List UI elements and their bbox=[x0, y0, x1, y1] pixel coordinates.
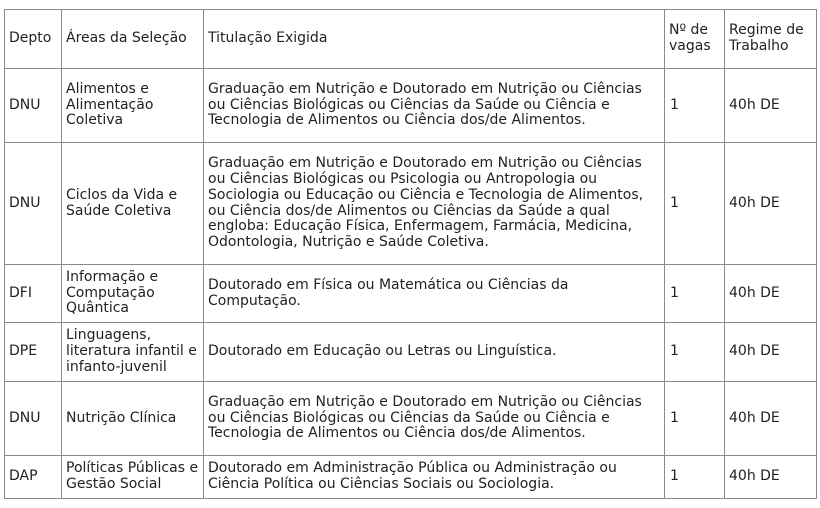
cell-titulacao: Graduação em Nutrição e Doutorado em Nutrição ou Ciências ou Ciências Biológicas ou Ciências da Saúde ou Ciência e Tecnologia de Alimentos ou Ciência dos/de Alimentos. bbox=[204, 382, 665, 456]
cell-area: Linguagens, literatura infantil e infanto-juvenil bbox=[62, 323, 204, 382]
cell-vagas: 1 bbox=[665, 143, 725, 265]
header-areas: Áreas da Seleção bbox=[62, 10, 204, 69]
cell-depto: DPE bbox=[5, 323, 62, 382]
cell-area: Políticas Públicas e Gestão Social bbox=[62, 456, 204, 499]
cell-titulacao: Doutorado em Educação ou Letras ou Linguística. bbox=[204, 323, 665, 382]
header-vagas: Nº de vagas bbox=[665, 10, 725, 69]
cell-vagas: 1 bbox=[665, 382, 725, 456]
cell-titulacao: Graduação em Nutrição e Doutorado em Nutrição ou Ciências ou Ciências Biológicas ou Psicologia ou Antropologia ou Sociologia ou Educação ou Ciência e Tecnologia de Alimentos, ou Ciência dos/de Alimentos ou Ciências da Saúde a qual engloba: Educação Física, Enfermagem, Farmácia, Medicina, Odontologia, Nutrição e Saúde Coletiva. bbox=[204, 143, 665, 265]
cell-vagas: 1 bbox=[665, 265, 725, 323]
table-row bbox=[5, 323, 817, 382]
cell-vagas: 1 bbox=[665, 323, 725, 382]
table-row bbox=[5, 69, 817, 143]
cell-regime: 40h DE bbox=[725, 265, 817, 323]
header-row bbox=[5, 10, 817, 69]
table-row bbox=[5, 143, 817, 265]
cell-depto: DNU bbox=[5, 382, 62, 456]
cell-regime: 40h DE bbox=[725, 456, 817, 499]
cell-area: Alimentos e Alimentação Coletiva bbox=[62, 69, 204, 143]
cell-depto: DNU bbox=[5, 143, 62, 265]
cell-regime: 40h DE bbox=[725, 69, 817, 143]
table-row bbox=[5, 265, 817, 323]
cell-titulacao: Doutorado em Administração Pública ou Administração ou Ciência Política ou Ciências Sociais ou Sociologia. bbox=[204, 456, 665, 499]
cell-depto: DAP bbox=[5, 456, 62, 499]
cell-vagas: 1 bbox=[665, 69, 725, 143]
cell-depto: DFI bbox=[5, 265, 62, 323]
cell-regime: 40h DE bbox=[725, 382, 817, 456]
cell-area: Ciclos da Vida e Saúde Coletiva bbox=[62, 143, 204, 265]
header-depto: Depto bbox=[5, 10, 62, 69]
cell-titulacao: Graduação em Nutrição e Doutorado em Nutrição ou Ciências ou Ciências Biológicas ou Ciências da Saúde ou Ciência e Tecnologia de Alimentos ou Ciência dos/de Alimentos. bbox=[204, 69, 665, 143]
header-regime: Regime de Trabalho bbox=[725, 10, 817, 69]
selection-areas-table bbox=[4, 9, 817, 499]
cell-area: Nutrição Clínica bbox=[62, 382, 204, 456]
cell-depto: DNU bbox=[5, 69, 62, 143]
cell-area: Informação e Computação Quântica bbox=[62, 265, 204, 323]
table-row bbox=[5, 456, 817, 499]
cell-regime: 40h DE bbox=[725, 143, 817, 265]
cell-titulacao: Doutorado em Física ou Matemática ou Ciências da Computação. bbox=[204, 265, 665, 323]
table-row bbox=[5, 382, 817, 456]
table-container bbox=[4, 9, 817, 499]
header-titulacao: Titulação Exigida bbox=[204, 10, 665, 69]
cell-regime: 40h DE bbox=[725, 323, 817, 382]
cell-vagas: 1 bbox=[665, 456, 725, 499]
